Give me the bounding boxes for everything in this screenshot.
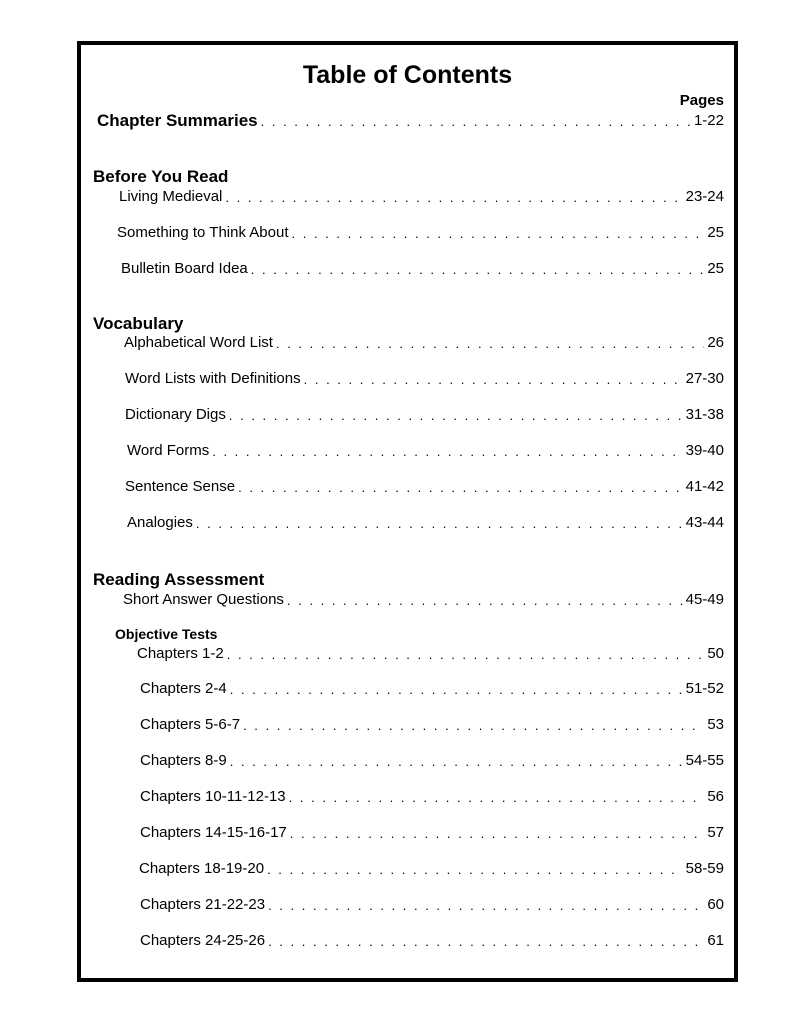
toc-entry-pages: 27-30 [685, 370, 724, 387]
toc-entry [140, 714, 724, 734]
toc-entry [140, 750, 724, 770]
subsection-heading-objective-tests: Objective Tests [115, 626, 218, 642]
toc-entry [119, 186, 724, 206]
toc-entry [123, 589, 724, 609]
toc-entry-pages: 57 [707, 824, 724, 841]
dot-leader [227, 647, 705, 663]
toc-entry-label: Bulletin Board Idea [121, 260, 248, 277]
toc-entry-pages: 26 [707, 334, 724, 351]
toc-entry-pages: 56 [707, 788, 724, 805]
dot-leader [276, 336, 704, 352]
dot-leader [290, 826, 705, 842]
toc-entry-label: Chapters 8-9 [140, 752, 227, 769]
toc-entry [125, 476, 724, 496]
dot-leader [261, 114, 691, 130]
toc-entry-chapter-summaries [97, 110, 724, 130]
toc-entry-label: Something to Think About [117, 224, 289, 241]
dot-leader [225, 190, 682, 206]
section-heading-before-you-read: Before You Read [93, 167, 229, 186]
dot-leader [268, 934, 704, 950]
toc-entry-label: Chapters 2-4 [140, 680, 227, 697]
toc-entry-label: Short Answer Questions [123, 591, 284, 608]
section-heading-vocabulary: Vocabulary [93, 314, 184, 333]
dot-leader [289, 790, 705, 806]
toc-entry [140, 894, 724, 914]
toc-entry [127, 440, 724, 460]
dot-leader [196, 516, 683, 532]
toc-entry-label: Chapters 21-22-23 [140, 896, 266, 913]
toc-entry-pages: 45-49 [685, 591, 724, 608]
toc-entry-label: Chapters 10-11-12-13 [140, 788, 286, 805]
toc-entry-pages: 51-52 [685, 680, 724, 697]
toc-entry-label: Sentence Sense [125, 478, 236, 495]
toc-entry [121, 258, 724, 278]
toc-entry-label: Dictionary Digs [125, 406, 226, 423]
toc-entry [124, 332, 724, 352]
section-heading-reading-assessment: Reading Assessment [93, 570, 265, 589]
toc-entry [125, 368, 724, 388]
pages-column-label: Pages [679, 92, 724, 109]
toc-entry-pages: 54-55 [685, 752, 724, 769]
toc-entry-pages: 1-22 [693, 112, 724, 129]
dot-leader [243, 718, 704, 734]
toc-entry-label: Chapter Summaries [97, 111, 258, 130]
toc-entry-pages: 61 [707, 932, 724, 949]
dot-leader [230, 754, 683, 770]
dot-leader [251, 262, 705, 278]
dot-leader [287, 593, 683, 609]
toc-entry [140, 786, 724, 806]
toc-entry-label: Chapters 1-2 [137, 645, 224, 662]
toc-entry-label: Chapters 14-15-16-17 [140, 824, 287, 841]
toc-entry-label: Living Medieval [119, 188, 223, 205]
toc-entry-label: Chapters 24-25-26 [140, 932, 266, 949]
toc-entry-label: Analogies [127, 514, 193, 531]
dot-leader [238, 480, 683, 496]
toc-entry-label: Word Forms [127, 442, 210, 459]
toc-entry-pages: 50 [707, 645, 724, 662]
dot-leader [304, 372, 683, 388]
toc-entry-pages: 60 [707, 896, 724, 913]
toc-entry [125, 404, 724, 424]
toc-entry-pages: 25 [707, 260, 724, 277]
dot-leader [212, 444, 682, 460]
dot-leader [267, 862, 683, 878]
dot-leader [268, 898, 704, 914]
toc-entry-pages: 58-59 [685, 860, 724, 877]
toc-entry-label: Chapters 18-19-20 [139, 860, 265, 877]
toc-entry-pages: 31-38 [685, 406, 724, 423]
toc-entry-pages: 23-24 [685, 188, 724, 205]
toc-entry-pages: 43-44 [685, 514, 724, 531]
toc-entry-label: Alphabetical Word List [124, 334, 273, 351]
dot-leader [229, 408, 683, 424]
dot-leader [230, 682, 683, 698]
toc-entry-pages: 39-40 [685, 442, 724, 459]
toc-entry [137, 643, 724, 663]
toc-entry-label: Chapters 5-6-7 [140, 716, 241, 733]
toc-entry [117, 222, 724, 242]
toc-entry-pages: 41-42 [685, 478, 724, 495]
toc-entry [127, 512, 724, 532]
toc-entry-pages: 25 [707, 224, 724, 241]
toc-entry-label: Word Lists with Definitions [125, 370, 301, 387]
page-title: Table of Contents [302, 61, 513, 89]
toc-entry-pages: 53 [707, 716, 724, 733]
toc-entry [139, 858, 724, 878]
toc-entry [140, 930, 724, 950]
toc-entry [140, 822, 724, 842]
dot-leader [292, 226, 705, 242]
toc-entry [140, 678, 724, 698]
